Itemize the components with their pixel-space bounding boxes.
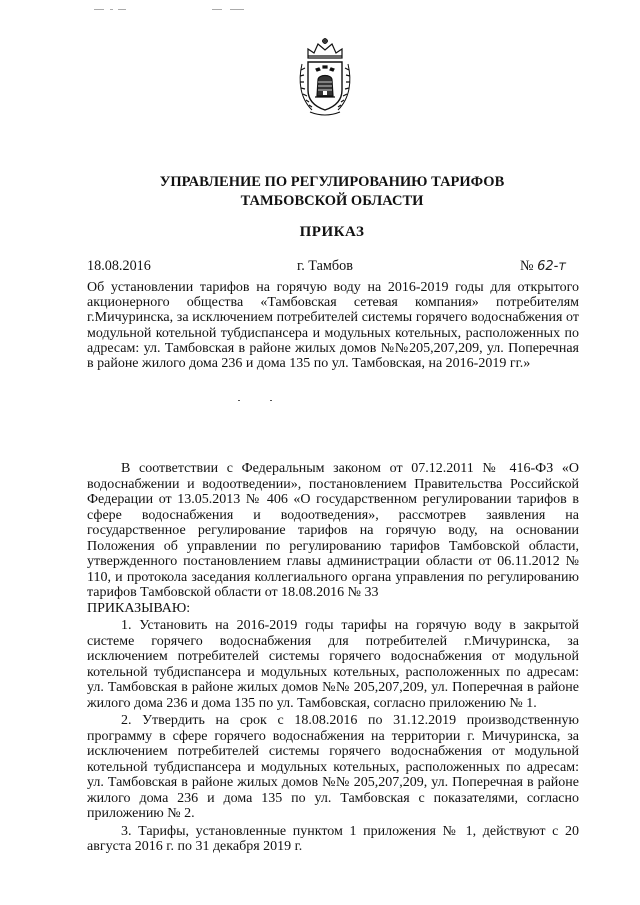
order-subject: Об установлении тарифов на горячую воду на 2016-2019 годы для открытого акционерного общества «Тамбовская сетевая компания» потребителям г.Мичуринска, за исключением потребителей системы горячего водоснабжения от модульной котельной тубдиспансера и модульных котельных, расположенных по адресам: ул. Тамбовская в районе жилых домов №№205,207,209, ул. Поперечная в районе жилого дома 236 и дома 135 по ул. Тамбовская, на 2016-2019 гг.»: [87, 280, 579, 372]
order-item-1: 1. Установить на 2016-2019 годы тарифы на горячую воду в закрытой системе горячего водоснабжения для потребителей г.Мичуринска, за исключением потребителей системы горячего водоснабжения от модульной котельной тубдиспансера и модульных котельных, расположенных по адресам: ул. Тамбовская в районе жилых домов №№ 205,207,209, ул. Поперечная в районе жилого дома 236 и дома 135 по ул. Тамбовская, согласно приложению № 1.: [87, 618, 579, 711]
organization-line-2: ТАМБОВСКОЙ ОБЛАСТИ: [240, 193, 424, 209]
organization-name: [80, 173, 584, 211]
scan-artifacts: [94, 9, 264, 13]
tambov-coat-of-arms-icon: [296, 36, 354, 120]
order-number: [520, 258, 566, 275]
order-item-3: 3. Тарифы, установленные пунктом 1 приложения № 1, действуют с 20 августа 2016 г. по 31 декабря 2019 г.: [87, 823, 579, 854]
order-number-prefix: №: [520, 258, 534, 274]
order-item-2: 2. Утвердить на срок с 18.08.2016 по 31.12.2019 производственную программу в сфере горячего водоснабжения на территории г. Мичуринска, за исключением потребителей системы горячего водоснабжения от модульной котельной тубдиспансера и модульных котельных, расположенных по адресам: ул. Тамбовская в районе жилых домов №№ 205,207,209, ул. Поперечная в районе жилого дома 236 и дома 135 по ул. Тамбовская с показателями, согласно приложению № 2.: [87, 713, 579, 821]
order-city: г. Тамбов: [297, 258, 353, 274]
order-date: 18.08.2016: [87, 258, 151, 274]
order-command: ПРИКАЗЫВАЮ:: [87, 600, 191, 616]
document-type: ПРИКАЗ: [299, 224, 365, 240]
order-body: [87, 461, 579, 855]
organization-line-1: УПРАВЛЕНИЕ ПО РЕГУЛИРОВАНИЮ ТАРИФОВ: [159, 174, 505, 190]
order-preamble: В соответствии с Федеральным законом от 07.12.2011 № 416-ФЗ «О водоснабжении и водоотведении», постановлением Правительства Российской Федерации от 13.05.2013 № 406 «О государственном регулировании тарифов в сфере водоснабжения и водоотведения», рассмотрев заявления на государственное регулирование тарифов на горячую воду, на основании Положения об управлении по регулированию тарифов Тамбовской области, утвержденного постановлением главы администрации области от 06.11.2012 № 110, и протокола заседания коллегиального органа управления по регулированию тарифов Тамбовской области от 18.08.2016 № 33: [87, 461, 579, 600]
order-number-handwritten: 62-т: [537, 259, 566, 274]
